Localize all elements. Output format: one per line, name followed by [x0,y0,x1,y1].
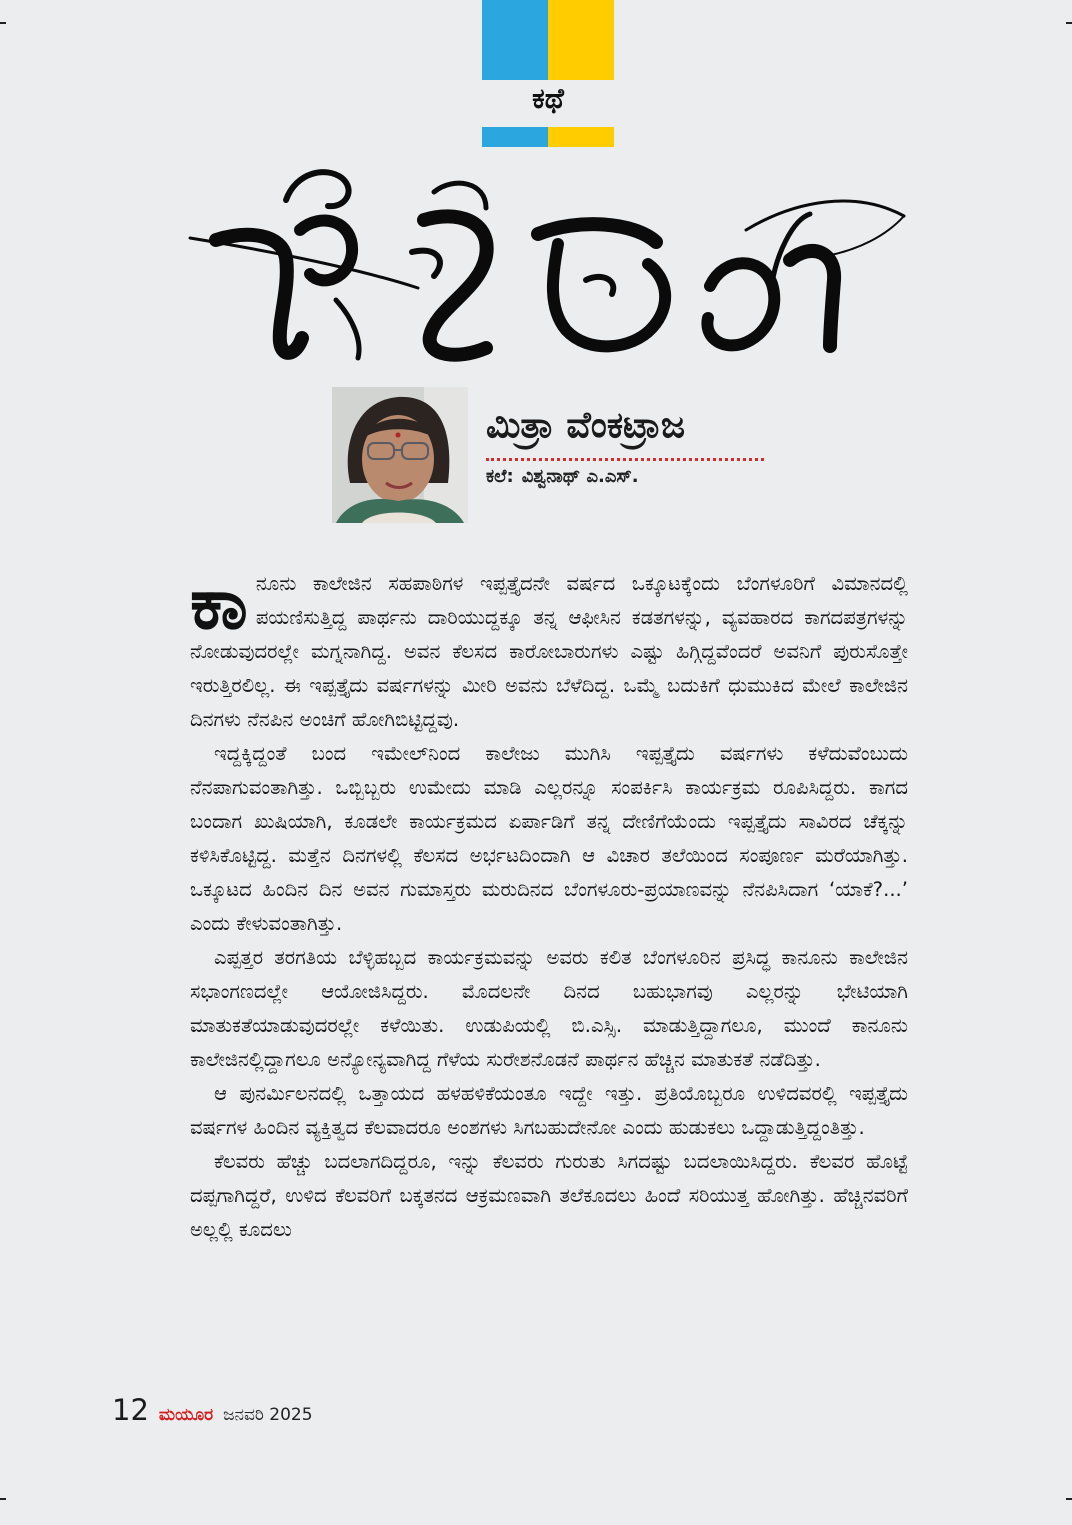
article-paragraph [190,561,908,737]
badge-yellow-block [548,0,614,80]
author-photo [332,387,468,523]
article-paragraph: ಆ ಪುನರ್ಮಿಲನದಲ್ಲಿ ಒತ್ತಾಯದ ಹಳಹಳಿಕೆಯಂತೂ ಇದ್ದೇ ಇತ್ತು. ಪ್ರತಿಯೊಬ್ಬರೂ ಉಳಿದವರಲ್ಲಿ ಇಪ್ಪತ್ತೈದು ವರ್ಷಗಳ ಹಿಂದಿನ ವ್ಯಕ್ತಿತ್ವದ ಕೆಲವಾದರೂ ಅಂಶಗಳು ಸಿಗಬಹುದೇನೋ ಎಂದು ಹುಡುಕಲು ಒದ್ದಾಡುತ್ತಿದ್ದಂತಿತ್ತು. [190,1082,908,1139]
art-credit-name: ವಿಶ್ವನಾಥ್ ಎ.ಎಸ್. [521,466,639,487]
badge-blue-strip [482,127,548,147]
paragraph-text: ನೂನು ಕಾಲೇಜಿನ ಸಹಪಾಠಿಗಳ ಇಪ್ಪತ್ತೈದನೇ ವರ್ಷದ ಒಕ್ಕೂಟಕ್ಕೆಂದು ಬೆಂಗಳೂರಿಗೆ ವಿಮಾನದಲ್ಲಿ ಪಯಣಿಸುತ್ತಿದ್ದ ಪಾರ್ಥನು ದಾರಿಯುದ್ದಕ್ಕೂ ತನ್ನ ಆಫೀಸಿನ ಕಡತಗಳನ್ನು, ವ್ಯವಹಾರದ ಕಾಗದಪತ್ರಗಳನ್ನು ನೋಡುವುದರಲ್ಲೇ ಮಗ್ನನಾಗಿದ್ದ. ಅವನ ಕೆಲಸದ ಕಾರೋಬಾರುಗಳು ಎಷ್ಟು ಹಿಗ್ಗಿದ್ದವೆಂದರೆ ಅವನಿಗೆ ಪುರುಸೊತ್ತೇ ಇರುತ್ತಿರಲಿಲ್ಲ. ಈ ಇಪ್ಪತ್ತೈದು ವರ್ಷಗಳನ್ನು ಮೀರಿ ಅವನು ಬೆಳೆದಿದ್ದ. ಒಮ್ಮೆ ಬದುಕಿಗೆ ಧುಮುಕಿದ ಮೇಲೆ ಕಾಲೇಜಿನ ದಿನಗಳು ನೆನಪಿನ ಅಂಚಿಗೆ ಹೋಗಿಬಿಟ್ಟಿದ್ದವು. [190,572,908,731]
article-paragraph: ಕೆಲವರು ಹೆಚ್ಚು ಬದಲಾಗದಿದ್ದರೂ, ಇನ್ನು ಕೆಲವರು ಗುರುತು ಸಿಗದಷ್ಟು ಬದಲಾಯಿಸಿದ್ದರು. ಕೆಲವರ ಹೊಟ್ಟೆ ದಪ್ಪಗಾಗಿದ್ದರೆ, ಉಳಿದ ಕೆಲವರಿಗೆ ಬಕ್ಕತನದ ಆಕ್ರಮಣವಾಗಿ ತಲೆಕೂದಲು ಹಿಂದೆ ಸರಿಯುತ್ತ ಹೋಗಿತ್ತು. ಹೆಚ್ಚಿನವರಿಗೆ ಅಲ್ಲಲ್ಲಿ ಕೂದಲು [190,1150,908,1241]
article-paragraph: ಇದ್ದಕ್ಕಿದ್ದಂತೆ ಬಂದ ಇಮೇಲ್‌ನಿಂದ ಕಾಲೇಜು ಮುಗಿಸಿ ಇಪ್ಪತ್ತೈದು ವರ್ಷಗಳು ಕಳೆದುವೆಂಬುದು ನೆನಪಾಗುವಂತಾಗಿತ್ತು. ಒಬ್ಬಿಬ್ಬರು ಉಮೇದು ಮಾಡಿ ಎಲ್ಲರನ್ನೂ ಸಂಪರ್ಕಿಸಿ ಕಾರ್ಯಕ್ರಮ ರೂಪಿಸಿದ್ದರು. ಕಾಗದ ಬಂದಾಗ ಖುಷಿಯಾಗಿ, ಕೂಡಲೇ ಕಾರ್ಯಕ್ರಮದ ಏರ್ಪಾಡಿಗೆ ತನ್ನ ದೇಣಿಗೆಯೆಂದು ಇಪ್ಪತ್ತೈದು ಸಾವಿರದ ಚೆಕ್ಕನ್ನು ಕಳಿಸಿಕೊಟ್ಟಿದ್ದ. ಮತ್ತೆನ ದಿನಗಳಲ್ಲಿ ಕೆಲಸದ ಅರ್ಭಟದಿಂದಾಗಿ ಆ ವಿಚಾರ ತಲೆಯಿಂದ ಸಂಪೂರ್ಣ ಮರೆಯಾಗಿತ್ತು. ಒಕ್ಕೂಟದ ಹಿಂದಿನ ದಿನ ಅವನ ಗುಮಾಸ್ತರು ಮರುದಿನದ ಬೆಂಗಳೂರು-ಪ್ರಯಾಣವನ್ನು ನೆನಪಿಸಿದಾಗ ‘ಯಾಕೆ?...’ ಎಂದು ಕೇಳುವಂತಾಗಿತ್ತು. [190,742,908,935]
badge-yellow-strip [548,127,614,147]
drop-cap: ಕಾ [190,561,248,645]
crop-mark [0,1498,6,1500]
crop-mark [1066,22,1072,24]
art-credit [486,466,639,487]
story-title [186,160,910,375]
article-body [190,561,908,1247]
page-footer [112,1393,313,1427]
crop-mark [0,22,6,24]
article-paragraph: ಎಪ್ಪತ್ತರ ತರಗತಿಯ ಬೆಳ್ಳಿಹಬ್ಬದ ಕಾರ್ಯಕ್ರಮವನ್ನು ಅವರು ಕಲಿತ ಬೆಂಗಳೂರಿನ ಪ್ರಸಿದ್ಧ ಕಾನೂನು ಕಾಲೇಜಿನ ಸಭಾಂಗಣದಲ್ಲೇ ಆಯೋಜಿಸಿದ್ದರು. ಮೊದಲನೇ ದಿನದ ಬಹುಭಾಗವು ಎಲ್ಲರನ್ನು ಭೇಟಿಯಾಗಿ ಮಾತುಕತೆಯಾಡುವುದರಲ್ಲೇ ಕಳೆಯಿತು. ಉಡುಪಿಯಲ್ಲಿ ಬಿ.ಎಸ್ಸಿ. ಮಾಡುತ್ತಿದ್ದಾಗಲೂ, ಮುಂದೆ ಕಾನೂನು ಕಾಲೇಜಿನಲ್ಲಿದ್ದಾಗಲೂ ಅನ್ಯೋನ್ಯವಾಗಿದ್ದ ಗೆಳೆಯ ಸುರೇಶನೊಡನೆ ಪಾರ್ಥನ ಹೆಚ್ಚಿನ ಮಾತುಕತೆ ನಡೆದಿತ್ತು. [190,946,908,1071]
issue-date: ಜನವರಿ 2025 [223,1405,313,1425]
magazine-name: ಮಯೂರ [158,1405,214,1425]
section-badge [482,0,614,148]
title-calligraphy [186,160,910,375]
badge-color-strip [482,127,614,147]
section-label: ಕಥೆ [532,82,564,115]
crop-mark [1066,1498,1072,1500]
badge-blue-block [482,0,548,80]
page-number: 12 [112,1393,149,1427]
author-name: ಮಿತ್ರಾ ವೆಂಕಟ್ರಾಜ [486,405,686,446]
author-portrait [332,387,468,523]
art-credit-label: ಕಲೆ: [486,466,514,487]
badge-color-block [482,0,614,80]
author-divider [486,458,764,461]
